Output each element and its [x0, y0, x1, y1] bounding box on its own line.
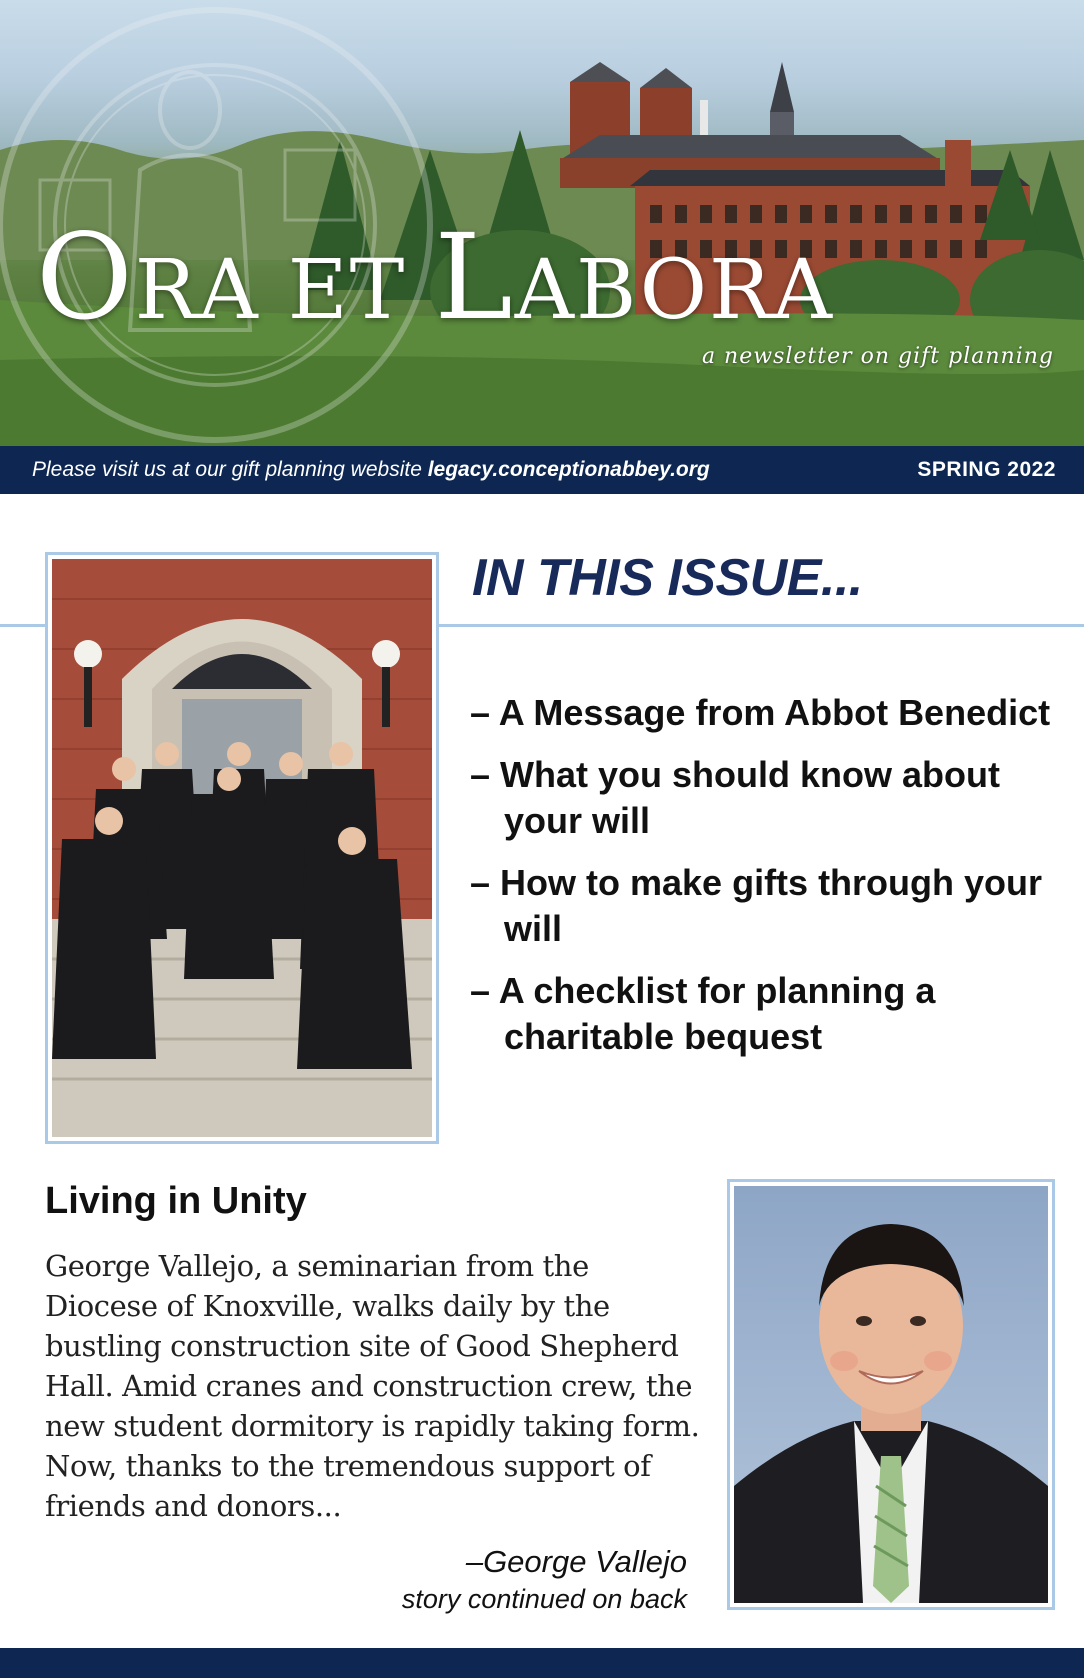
- issue-item-bequest-checklist: – A checklist for planning a charitable bequest: [470, 970, 936, 1057]
- monks-photo-illustration: [52, 559, 432, 1137]
- in-this-issue-heading: IN THIS ISSUE...: [472, 549, 863, 607]
- website-visit-text: [32, 458, 710, 482]
- article-body: George Vallejo, a seminarian from the Diocese of Knoxville, walks daily by the bustling construction site of Good Shepherd Hall. Amid cranes and construction crew, the new student dormitory is rapidly taking form. Now, thanks to the tremendous support of friends and donors...: [45, 1249, 700, 1523]
- story-continued-note: story continued on back: [401, 1584, 687, 1614]
- title-initial-o: O: [36, 208, 135, 346]
- footer-bar: [0, 1648, 1084, 1678]
- title-part-abora: ABORA: [514, 243, 834, 338]
- issue-item-gifts-through-will: – How to make gifts through your will: [470, 862, 1043, 949]
- monks-group-photo: [45, 552, 439, 1144]
- title-initial-l: L: [434, 208, 515, 346]
- newsletter-subtitle: a newsletter on gift planning: [701, 344, 1054, 369]
- article-byline: [402, 1543, 687, 1617]
- issue-item-your-will: – What you should know about your will: [470, 754, 1000, 841]
- byline-author: –George Vallejo: [465, 1544, 687, 1579]
- issue-contents-list: [470, 690, 1070, 1076]
- newsletter-title: [36, 208, 1056, 346]
- title-part-ora-et: RA ET: [134, 243, 435, 338]
- issue-item-abbot-message: – A Message from Abbot Benedict: [470, 692, 1051, 733]
- issue-season: SPRING 2022: [917, 458, 1056, 481]
- portrait-illustration: [734, 1186, 1048, 1603]
- masthead: [0, 0, 1084, 446]
- website-link[interactable]: legacy.conceptionabbey.org: [427, 458, 710, 481]
- website-prefix: Please visit us at our gift planning website: [32, 458, 428, 481]
- article-heading: Living in Unity: [45, 1180, 307, 1222]
- website-bar: [0, 446, 1084, 494]
- portrait-photo: [727, 1179, 1055, 1610]
